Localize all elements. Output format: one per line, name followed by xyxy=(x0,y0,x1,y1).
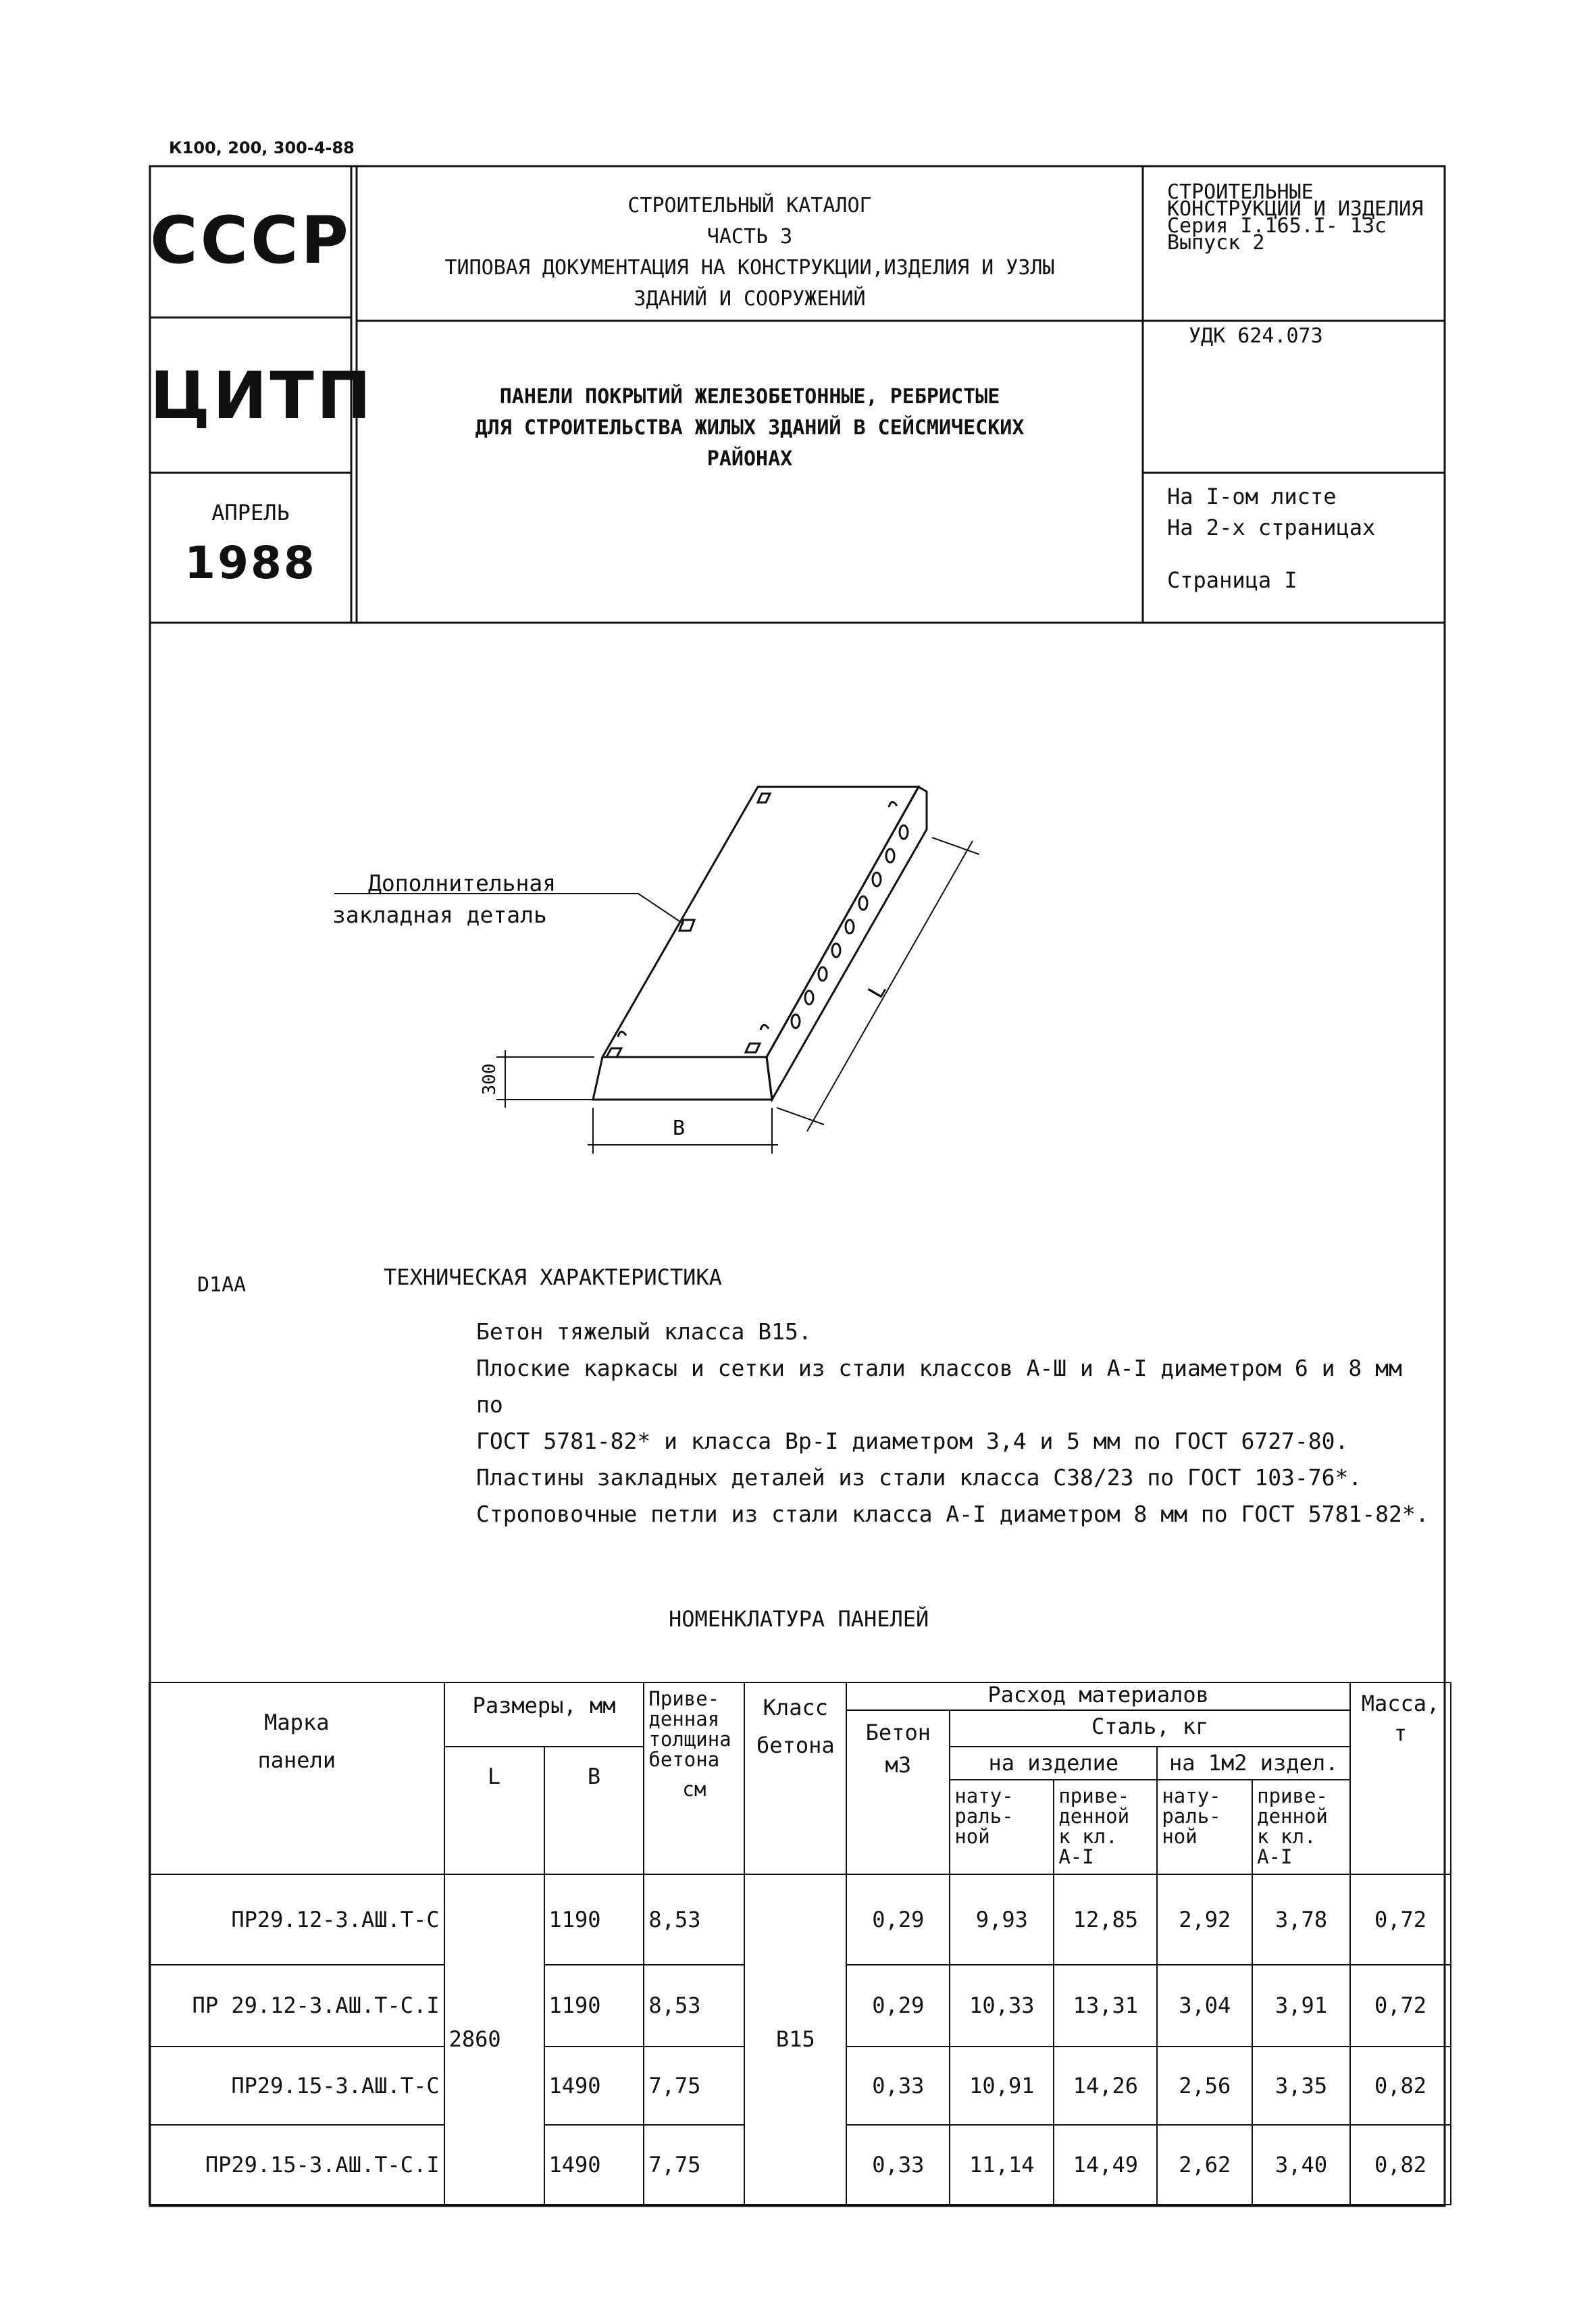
col-thickness-line: см xyxy=(682,1778,706,1801)
title-line: РАЙОНАХ xyxy=(706,447,793,471)
col-steel: Сталь, кг xyxy=(950,1710,1350,1747)
col-class-line: бетона xyxy=(756,1732,835,1758)
title-line: ПАНЕЛИ ПОКРЫТИЙ ЖЕЛЕЗОБЕТОННЫЕ, РЕБРИСТЫЕ xyxy=(499,385,1000,409)
cell-concrete: 0,33 xyxy=(846,2047,950,2125)
cell-B: 1490 xyxy=(544,2047,644,2125)
cell-mass: 0,82 xyxy=(1350,2125,1451,2205)
cell-L-common: 2860 xyxy=(444,1874,544,2205)
col-natural-m2 xyxy=(1157,1780,1252,1874)
cell-reduced-item: 14,49 xyxy=(1054,2125,1157,2205)
series-line: Выпуск 2 xyxy=(1167,231,1265,255)
cell-reduced-item: 12,85 xyxy=(1054,1874,1157,1965)
tech-line: Строповочные петли из стали класса А-I диаметром 8 мм по ГОСТ 5781-82*. xyxy=(476,1501,1429,1527)
cell-B: 1190 xyxy=(544,1874,644,1965)
catalog-line: ЧАСТЬ 3 xyxy=(706,225,793,249)
col-concrete-line: м3 xyxy=(885,1751,912,1778)
col-thickness-line: Приве- xyxy=(648,1687,720,1710)
cell-reduced-m2: 3,91 xyxy=(1252,1965,1350,2046)
cell-natural-m2: 2,56 xyxy=(1157,2047,1252,2125)
udk-code: УДК 624.073 xyxy=(1189,324,1323,348)
col-natural-item xyxy=(950,1780,1054,1874)
col-natural-line: нату- xyxy=(954,1784,1014,1808)
rib-openings xyxy=(792,825,908,1028)
col-reduced-line: приве- xyxy=(1257,1784,1328,1808)
cell-mark: ПР29.15-3.АШ.Т-С.I xyxy=(149,2125,444,2205)
cell-reduced-m2: 3,35 xyxy=(1252,2047,1350,2125)
cell-thickness: 7,75 xyxy=(644,2125,744,2205)
embed-part xyxy=(758,794,770,802)
tech-line: Пластины закладных деталей из стали класса С38/23 по ГОСТ 103-76*. xyxy=(476,1464,1362,1491)
series-line: Серия I.165.I- 13с xyxy=(1167,214,1387,238)
col-natural-line: ной xyxy=(954,1825,990,1849)
document-code: К100, 200, 300-4-88 xyxy=(169,138,355,157)
panel-side-rib xyxy=(767,787,927,1100)
tech-heading: ТЕХНИЧЕСКАЯ ХАРАКТЕРИСТИКА xyxy=(384,1264,722,1290)
tech-spec xyxy=(476,1314,1435,1533)
cell-concrete: 0,29 xyxy=(846,1874,950,1965)
cell-reduced-m2: 3,78 xyxy=(1252,1874,1350,1965)
col-reduced-line: А-I xyxy=(1257,1845,1293,1869)
embed-part xyxy=(746,1044,760,1052)
cell-reduced-m2: 3,40 xyxy=(1252,2125,1350,2205)
cell-natural-item: 10,33 xyxy=(950,1965,1054,2046)
col-concrete xyxy=(846,1710,950,1874)
cell-class-common: В15 xyxy=(744,1874,846,2205)
tech-line: Плоские каркасы и сетки из стали классов А-Ш и А-I диаметром 6 и 8 мм по xyxy=(476,1355,1402,1418)
lifting-loop xyxy=(889,802,897,807)
col-mark xyxy=(149,1682,444,1874)
col-class xyxy=(744,1682,846,1874)
panel-front-face xyxy=(593,1057,772,1100)
col-reduced-item xyxy=(1054,1780,1157,1874)
org-citp: ЦИТП xyxy=(150,358,374,434)
catalog-line: ТИПОВАЯ ДОКУМЕНТАЦИЯ НА КОНСТРУКЦИИ,ИЗДЕЛИЯ И УЗЛЫ xyxy=(444,256,1055,280)
nomenclature-table xyxy=(149,1682,1451,2205)
col-thickness-line: денная xyxy=(648,1707,720,1730)
embed-part xyxy=(607,1048,621,1057)
cell-B: 1490 xyxy=(544,2125,644,2205)
dim-length-label: L xyxy=(863,978,892,1003)
col-thickness xyxy=(644,1682,744,1874)
classification-code: D1AA xyxy=(197,1273,247,1297)
col-per-m2: на 1м2 издел. xyxy=(1157,1747,1350,1780)
col-B: В xyxy=(544,1747,644,1874)
sheet-count: На I-ом листе xyxy=(1167,484,1337,509)
cell-thickness: 7,75 xyxy=(644,2047,744,2125)
col-mass-line: т xyxy=(1393,1720,1408,1746)
callout-line-2: закладная деталь xyxy=(332,902,547,928)
cell-mass: 0,72 xyxy=(1350,1874,1451,1965)
col-thickness-line: бетона xyxy=(648,1748,720,1771)
tech-line: Бетон тяжелый класса В15. xyxy=(476,1318,812,1345)
cell-mark: ПР29.12-3.АШ.Т-С xyxy=(149,1874,444,1965)
col-reduced-line: приве- xyxy=(1058,1784,1130,1808)
col-reduced-line: к кл. xyxy=(1058,1825,1118,1849)
col-reduced-line: А-I xyxy=(1058,1845,1094,1869)
cell-natural-m2: 2,62 xyxy=(1157,2125,1252,2205)
dim-width-label: В xyxy=(672,1116,686,1140)
col-reduced-line: к кл. xyxy=(1257,1825,1316,1849)
lifting-loop xyxy=(761,1025,769,1030)
cell-concrete: 0,33 xyxy=(846,2125,950,2205)
cell-natural-m2: 2,92 xyxy=(1157,1874,1252,1965)
cell-natural-item: 11,14 xyxy=(950,2125,1054,2205)
cell-reduced-item: 13,31 xyxy=(1054,1965,1157,2046)
cell-mass: 0,82 xyxy=(1350,2047,1451,2125)
issue-year: 1988 xyxy=(184,537,317,589)
cell-mark: ПР29.15-3.АШ.Т-С xyxy=(149,2047,444,2125)
col-mass xyxy=(1350,1682,1451,1874)
col-natural-line: раль- xyxy=(1162,1805,1221,1828)
col-natural-line: ной xyxy=(1162,1825,1198,1849)
panel-top-face xyxy=(602,787,919,1057)
col-natural-line: раль- xyxy=(954,1805,1014,1828)
cell-natural-item: 10,91 xyxy=(950,2047,1054,2125)
cell-natural-m2: 3,04 xyxy=(1157,1965,1252,2046)
col-natural-line: нату- xyxy=(1162,1784,1221,1808)
page-count: На 2-х страницах xyxy=(1167,515,1376,540)
col-reduced-m2 xyxy=(1252,1780,1350,1874)
col-mark-line: панели xyxy=(257,1747,336,1773)
col-mark-line: Марка xyxy=(264,1709,330,1735)
col-mass-line: Масса, xyxy=(1361,1691,1440,1716)
col-L: L xyxy=(444,1747,544,1874)
page-number: Страница I xyxy=(1167,567,1297,593)
callout-line-1: Дополнительная xyxy=(368,870,557,896)
title-line: ДЛЯ СТРОИТЕЛЬСТВА ЖИЛЫХ ЗДАНИЙ В СЕЙСМИЧЕСКИХ xyxy=(475,416,1025,440)
org-ussr: СССР xyxy=(150,203,351,278)
col-concrete-line: Бетон xyxy=(865,1719,931,1745)
issue-month: АПРЕЛЬ xyxy=(211,500,290,525)
cell-natural-item: 9,93 xyxy=(950,1874,1054,1965)
embed-part-extra xyxy=(679,920,694,931)
cell-thickness: 8,53 xyxy=(644,1965,744,2046)
cell-concrete: 0,29 xyxy=(846,1965,950,2046)
col-reduced-line: денной xyxy=(1257,1805,1328,1828)
lifting-loop xyxy=(618,1031,626,1037)
tech-line: ГОСТ 5781-82* и класса Вр-I диаметром 3,4 и 5 мм по ГОСТ 6727-80. xyxy=(476,1428,1349,1454)
col-reduced-line: денной xyxy=(1058,1805,1130,1828)
cell-thickness: 8,53 xyxy=(644,1874,744,1965)
cell-mass: 0,72 xyxy=(1350,1965,1451,2046)
col-consumption: Расход материалов xyxy=(846,1682,1350,1710)
series-line: СТРОИТЕЛЬНЫЕ xyxy=(1167,180,1314,204)
series-line: КОНСТРУКЦИИ И ИЗДЕЛИЯ xyxy=(1167,197,1424,221)
dim-height-label: 300 xyxy=(480,1063,500,1096)
catalog-line: СТРОИТЕЛЬНЫЙ КАТАЛОГ xyxy=(627,194,872,217)
col-per-item: на изделие xyxy=(950,1747,1157,1780)
cell-mark: ПР 29.12-3.АШ.Т-С.I xyxy=(149,1965,444,2046)
cell-reduced-item: 14,26 xyxy=(1054,2047,1157,2125)
catalog-line: ЗДАНИЙ И СООРУЖЕНИЙ xyxy=(634,287,866,311)
col-sizes: Размеры, мм xyxy=(444,1682,644,1747)
table-title: НОМЕНКЛАТУРА ПАНЕЛЕЙ xyxy=(669,1606,929,1632)
col-class-line: Класс xyxy=(763,1695,828,1720)
col-thickness-line: толщина xyxy=(648,1728,731,1751)
table-row xyxy=(149,1874,1451,1965)
cell-B: 1190 xyxy=(544,1965,644,2046)
